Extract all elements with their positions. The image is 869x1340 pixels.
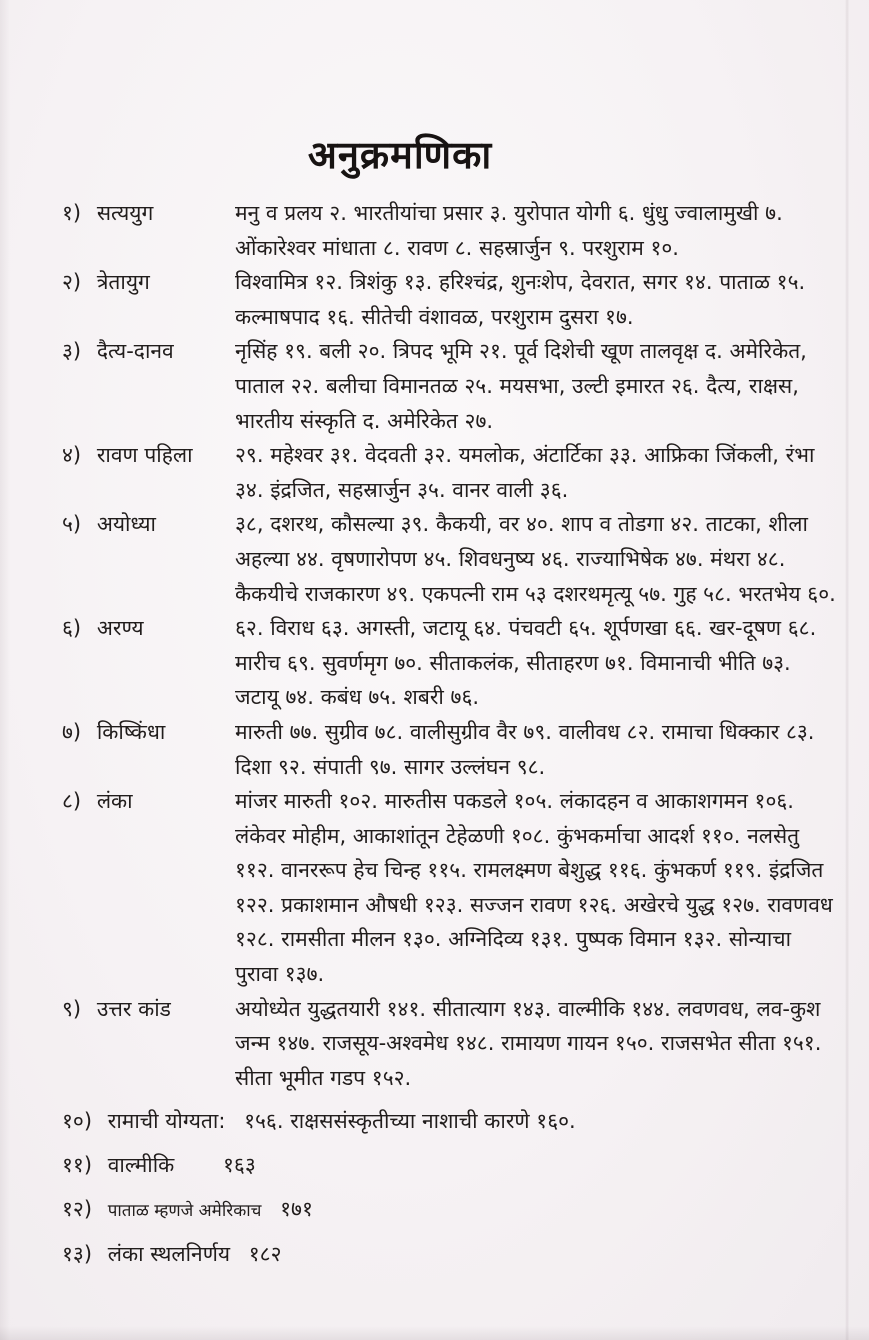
chapter-name: पाताळ म्हणजे अमेरिकाच (107, 1200, 262, 1221)
chapter-name: अरण्य (96, 616, 144, 641)
entry-description: १५६. राक्षससंस्कृतीच्या नाशाची कारणे १६०. (244, 1109, 576, 1134)
entry-description: २९. महेश्वर ३१. वेदवती ३२. यमलोक, अंटार्टिका ३३. आफ्रिका जिंकली, रंभा ३४. इंद्रजित, सहस्रार्जुन ३५. वानर वाली ३६. (235, 443, 815, 502)
toc-entry-label (62, 611, 235, 646)
toc-entry (62, 611, 838, 715)
chapter-name: दैत्य-दानव (96, 339, 174, 364)
toc-entry (62, 1192, 838, 1229)
chapter-name: लंका (96, 789, 133, 814)
entry-number: ११) (62, 1153, 93, 1178)
entry-description: ६२. विराध ६३. अगस्ती, जटायू ६४. पंचवटी ६५. शूर्पणखा ६६. खर-दूषण ६८. मारीच ६९. सुवर्णमृग ७०. सीताकलंक, सीताहरण ७१. विमानाची भीति ७३. जटायू ७४. कबंध ७५. शबरी ७६. (235, 616, 817, 710)
entry-description: नृसिंह १९. बली २०. त्रिपद भूमि २१. पूर्व दिशेची खूण तालवृक्ष द. अमेरिकेत, पाताल २२. बलीचा विमानतळ २५. मयसभा, उल्टी इमारत २६. दैत्य, राक्षस, भारतीय संस्कृति द. अमेरिकेत २७. (235, 339, 807, 433)
entry-number: १३) (62, 1242, 93, 1267)
entry-number: ५) (62, 512, 82, 537)
toc-entry-label (62, 992, 235, 1027)
toc-entry (62, 992, 838, 1096)
entry-description: विश्वामित्र १२. त्रिशंकु १३. हरिश्चंद्र, शुनःशेप, देवरात, सगर १४. पाताळ १५. कल्माषपाद १६. सीतेची वंशावळ, परशुराम दुसरा १७. (235, 270, 806, 329)
toc-entry (62, 1237, 838, 1272)
page-number: १८२ (248, 1242, 282, 1267)
toc-entry (62, 265, 838, 334)
entry-number: ९) (62, 996, 82, 1021)
chapter-name: उत्तर कांड (96, 996, 171, 1021)
toc-entry-label (62, 196, 235, 231)
toc-entry (62, 715, 838, 784)
scan-shadow-left (0, 0, 10, 1340)
toc-entry (62, 196, 838, 265)
entry-number: २) (62, 270, 82, 295)
entry-number: १०) (62, 1109, 93, 1134)
toc-entry (62, 784, 838, 992)
entry-number: १२) (62, 1196, 93, 1221)
toc-entry (62, 507, 838, 611)
toc-entry (62, 1148, 838, 1183)
page-number: १६३ (222, 1153, 256, 1178)
entry-description: ३८, दशरथ, कौसल्या ३९. कैकयी, वर ४०. शाप व तोडगा ४२. ताटका, शीला अहल्या ४४. वृषणारोपण ४५. शिवधनुष्य ४६. राज्याभिषेक ४७. मंथरा ४८. कैकयीचे राजकारण ४९. एकपत्नी राम ५३ दशरथमृत्यू ५७. गुह ५८. भरतभेय ६०. (235, 512, 836, 606)
chapter-name: अयोध्या (96, 512, 156, 537)
entry-number: ४) (62, 443, 82, 468)
table-of-contents (62, 196, 838, 1272)
chapter-name: किष्किंधा (96, 719, 166, 744)
entry-description: मांजर मारुती १०२. मारुतीस पकडले १०५. लंकादहन व आकाशगमन १०६. लंकेवर मोहीम, आकाशांतून टेहेळणी १०८. कुंभकर्माचा आदर्श ११०. नलसेतु ११२. वानररूप हेच चिन्ह ११५. रामलक्ष्मण बेशुद्ध ११६. कुंभकर्ण ११९. इंद्रजित १२२. प्रकाशमान औषधी १२३. सज्जन रावण १२६. अखेरचे युद्ध १२७. रावणवध १२८. रामसीता मीलन १३०. अग्निदिव्य १३१. पुष्पक विमान १३२. सोन्याचा पुरावा १३७. (235, 789, 833, 987)
toc-entry-label (62, 784, 235, 819)
entry-description: अयोध्येत युद्धतयारी १४१. सीतात्याग १४३. वाल्मीकि १४४. लवणवध, लव-कुश जन्म १४७. राजसूय-अश्वमेध १४८. रामायण गायन १५०. राजसभेत सीता १५१. सीता भूमीत गडप १५२. (235, 996, 822, 1090)
toc-entry-label (62, 715, 235, 750)
entry-number: ६) (62, 616, 82, 641)
chapter-name: त्रेतायुग (96, 270, 150, 295)
chapter-name: लंका स्थलनिर्णय (107, 1242, 231, 1267)
entry-description: मारुती ७७. सुग्रीव ७८. वालीसुग्रीव वैर ७९. वालीवध ८२. रामाचा धिक्कार ८३. दिशा ९२. संपाती ९७. सागर उल्लंघन ९८. (235, 719, 815, 779)
toc-entry-label (62, 265, 235, 300)
chapter-name: रामाची योग्यता: (107, 1109, 226, 1134)
toc-entry-label (62, 507, 235, 542)
page-number: १७१ (280, 1196, 313, 1221)
toc-entry (62, 334, 838, 438)
entry-description: मनु व प्रलय २. भारतीयांचा प्रसार ३. युरोपात योगी ६. धुंधु ज्वालामुखी ७. ओंकारेश्वर मांधाता ८. रावण ८. सहस्रार्जुन ९. परशुराम १०. (235, 201, 783, 260)
toc-entry (62, 438, 838, 507)
page-title: अनुक्रमणिका (307, 133, 493, 177)
entry-number: ३) (62, 339, 82, 364)
entry-number: ७) (62, 719, 82, 744)
toc-entry-label (62, 334, 235, 369)
chapter-name: रावण पहिला (96, 443, 193, 468)
chapter-name: वाल्मीकि (107, 1153, 175, 1178)
scan-crease-artifact (845, 0, 849, 1340)
toc-entry (62, 1104, 838, 1139)
entry-number: १) (62, 201, 82, 225)
entry-number: ८) (62, 789, 82, 814)
chapter-name: सत्ययुग (96, 201, 154, 225)
scan-shadow-bottom (0, 1326, 869, 1340)
toc-entry-label (62, 438, 235, 473)
